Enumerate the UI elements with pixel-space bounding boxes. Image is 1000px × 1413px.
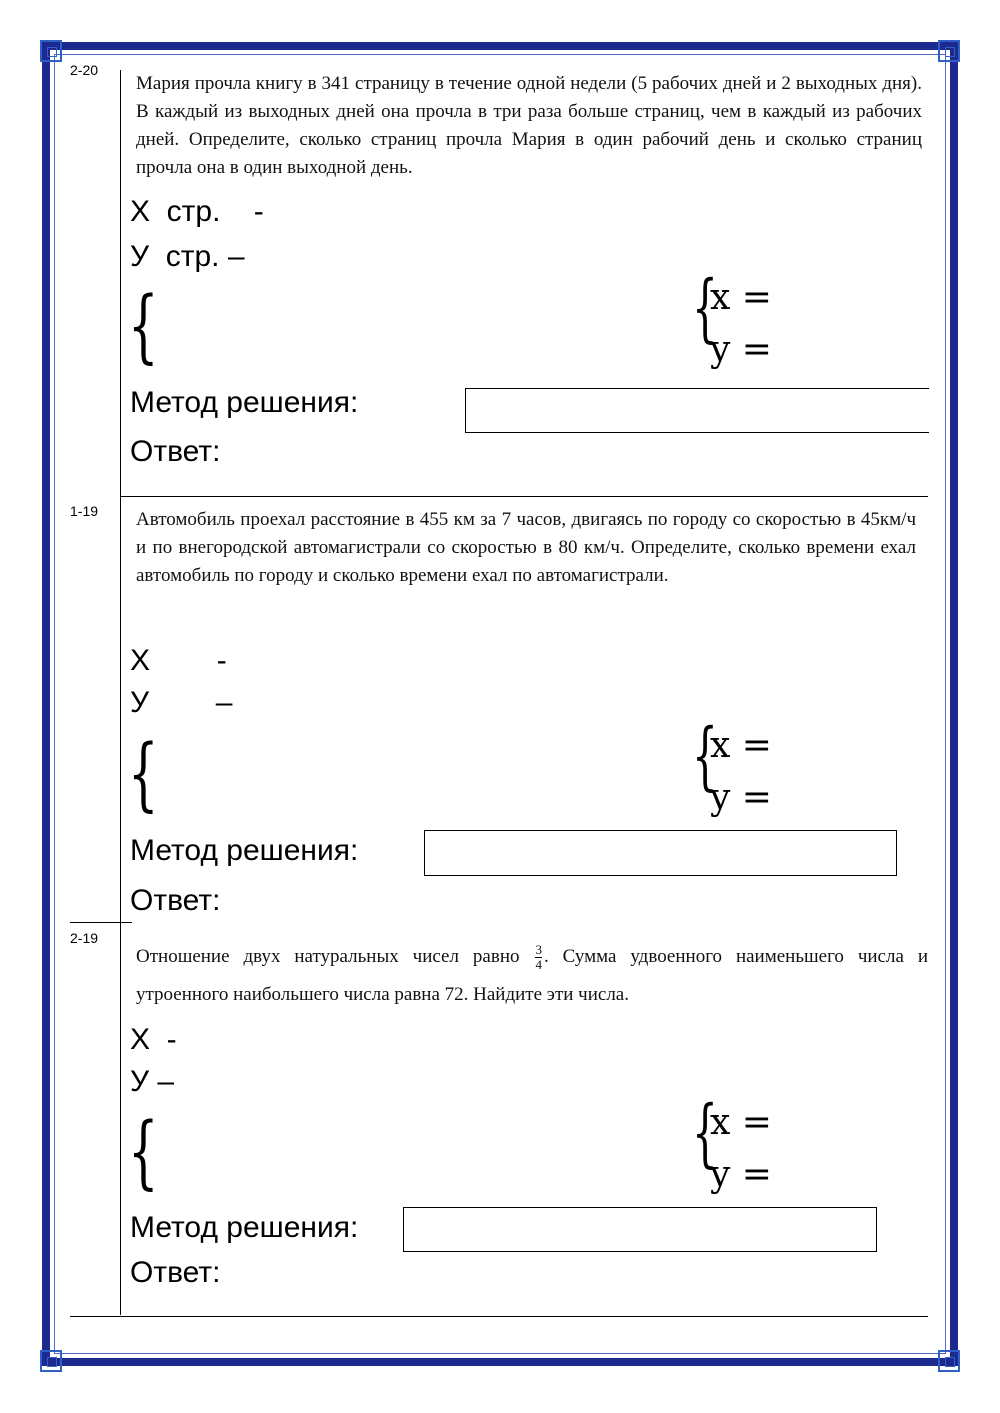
problem-text: Мария прочла книгу в 341 страницу в течение одной недели (5 рабочих дней и 2 выходных дня). В каждый из выходных дней она прочла в три раза больше страниц, чем в каждый из рабочих дней. Определите, сколько страниц прочла Мария в один рабочий день и сколько страниц прочла она в один выходной день.: [136, 73, 922, 178]
method-label: Метод решения:: [130, 1211, 359, 1244]
system-brace-left: {: [128, 279, 159, 372]
solution-system: [692, 265, 802, 370]
system-brace-left: {: [128, 1105, 159, 1198]
problem-text: [136, 938, 928, 1014]
problem-number: 1-19: [70, 503, 99, 519]
method-input[interactable]: [465, 388, 929, 433]
corner-ornament-top-right: [938, 40, 960, 62]
answer-label: Ответ:: [130, 884, 221, 917]
row-divider-3: [70, 1316, 928, 1317]
x-variable-label: X -: [130, 1023, 177, 1056]
fraction-three-quarters: [535, 943, 542, 972]
x-variable-label: X -: [130, 644, 227, 677]
row-divider-1: [120, 496, 928, 497]
table-column-divider: [120, 70, 121, 1315]
method-label: Метод решения:: [130, 386, 359, 419]
problem-text-after: . Сумма удвоенного наименьшего числа и утроенного наибольшего числа равна 72. Найдите эти числа.: [136, 946, 928, 1005]
solution-system: [692, 1090, 802, 1195]
system-brace: {: [692, 265, 718, 351]
system-x: x =: [710, 725, 772, 766]
y-variable-label: У стр. –: [130, 240, 245, 273]
problem-number: 2-19: [70, 930, 99, 946]
problem-text-before: Отношение двух натуральных чисел равно: [136, 946, 520, 967]
system-y: y =: [710, 329, 772, 370]
corner-ornament-bottom-right: [938, 1350, 960, 1372]
system-brace: {: [692, 1090, 718, 1176]
corner-ornament-bottom-left: [40, 1350, 62, 1372]
row-divider-2: [70, 922, 132, 923]
system-brace: {: [692, 713, 718, 799]
solution-system: [692, 713, 802, 818]
system-x: x =: [710, 1102, 772, 1143]
method-label: Метод решения:: [130, 834, 359, 867]
answer-label: Ответ:: [130, 435, 221, 468]
system-y: y =: [710, 1154, 772, 1195]
answer-label: Ответ:: [130, 1256, 221, 1289]
system-x: x =: [710, 277, 772, 318]
system-y: y =: [710, 777, 772, 818]
corner-ornament-top-left: [40, 40, 62, 62]
system-brace-left: {: [128, 727, 159, 820]
y-variable-label: У –: [130, 1065, 175, 1098]
x-variable-label: X стр. -: [130, 195, 264, 228]
y-variable-label: У –: [130, 686, 233, 719]
fraction-denominator: 4: [535, 957, 542, 973]
problem-text: Автомобиль проехал расстояние в 455 км за 7 часов, двигаясь по городу со скоростью в 45км/ч и по внегородской автомагистрали со скоростью в 80 км/ч. Определите, сколько времени ехал автомобиль по городу и сколько времени ехал по автомагистрали.: [136, 509, 916, 586]
method-input[interactable]: [403, 1207, 877, 1252]
fraction-numerator: 3: [535, 942, 542, 958]
method-input[interactable]: [424, 830, 897, 876]
problem-number: 2-20: [70, 62, 99, 78]
